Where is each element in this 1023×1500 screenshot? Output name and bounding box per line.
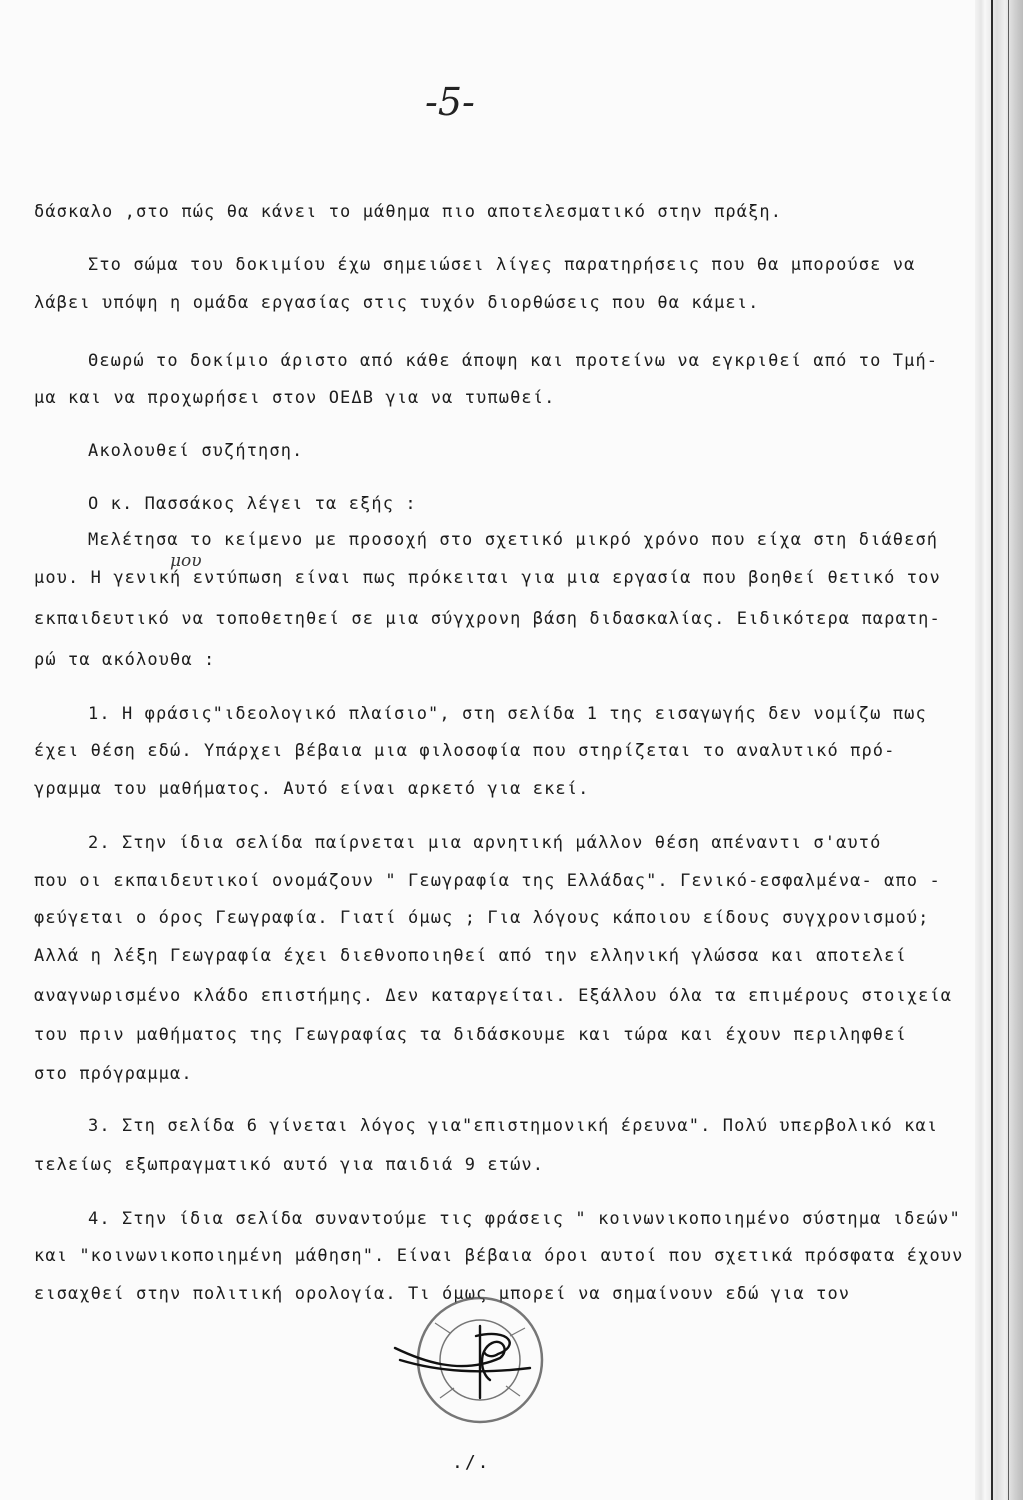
text-line-2: Στο σώμα του δοκιμίου έχω σημειώσει λίγες παρατηρήσεις που θα μπορούσε να bbox=[88, 255, 916, 275]
text-line-20: του πριν μαθήματος της Γεωγραφίας τα διδάσκουμε και τώρα και έχουν περιληφθεί bbox=[34, 1025, 907, 1045]
page-edge-line-secondary bbox=[1008, 0, 1009, 1500]
text-line-6: Ακολουθεί συζήτηση. bbox=[88, 441, 304, 461]
text-line-21: στο πρόγραμμα. bbox=[34, 1064, 193, 1084]
page-binding-edge bbox=[975, 0, 1023, 1500]
page-number: -5- bbox=[425, 80, 475, 124]
text-line-7: Ο κ. Πασσάκος λέγει τα εξής : bbox=[88, 494, 417, 514]
text-line-3: λάβει υπόψη η ομάδα εργασίας στις τυχόν διορθώσεις που θα κάμει. bbox=[34, 293, 760, 313]
text-line-17: φεύγεται ο όρος Γεωγραφία. Γιατί όμως ; Για λόγους κάποιου είδους συγχρονισμού; bbox=[34, 908, 930, 928]
text-line-9: μου. Η γενική εντύπωση είναι πως πρόκειται για μια εργασία που βοηθεί θετικό τον bbox=[34, 568, 941, 588]
text-line-10: εκπαιδευτικό να τοποθετηθεί σε μια σύγχρονη βάση διδασκαλίας. Ειδικότερα παρατη- bbox=[34, 609, 941, 629]
text-line-23: τελείως εξωπραγματικό αυτό για παιδιά 9 ετών. bbox=[34, 1155, 545, 1175]
text-line-26: εισαχθεί στην πολιτική ορολογία. Τι όμως μπορεί να σημαίνουν εδώ για τον bbox=[34, 1284, 851, 1304]
text-line-25: και "κοινωνικοποιημένη μάθηση". Είναι βέβαια όροι αυτοί που σχετικά πρόσφατα έχουν bbox=[34, 1246, 964, 1266]
text-line-1: δάσκαλο ,στο πώς θα κάνει το μάθημα πιο αποτελεσματικό στην πράξη. bbox=[34, 202, 783, 222]
text-line-13: έχει θέση εδώ. Υπάρχει βέβαια μια φιλοσοφία που στηρίζεται το αναλυτικό πρό- bbox=[34, 741, 896, 761]
text-line-19: αναγνωρισμένο κλάδο επιστήμης. Δεν καταργείται. Εξάλλου όλα τα επιμέρους στοιχεία bbox=[34, 986, 953, 1006]
text-line-18: Αλλά η λέξη Γεωγραφία έχει διεθνοποιηθεί από την ελληνική γλώσσα και αποτελεί bbox=[34, 946, 907, 966]
text-line-15: 2. Στην ίδια σελίδα παίρνεται μια αρνητική μάλλον θέση απέναντι σ'αυτό bbox=[88, 833, 882, 853]
page-edge-line bbox=[991, 0, 993, 1500]
text-line-12: 1. Η φράσις"ιδεολογικό πλαίσιο", στη σελίδα 1 της εισαγωγής δεν νομίζω πως bbox=[88, 704, 927, 724]
text-line-8: Μελέτησα το κείμενο με προσοχή στο σχετικό μικρό χρόνο που είχα στη διάθεσή bbox=[88, 530, 939, 550]
text-line-11: ρώ τα ακόλουθα : bbox=[34, 650, 216, 670]
text-line-16: που οι εκπαιδευτικοί ονομάζουν " Γεωγραφία της Ελλάδας". Γενικό-εσφαλμένα- απο - bbox=[34, 871, 941, 891]
text-line-14: γραμμα του μαθήματος. Αυτό είναι αρκετό για εκεί. bbox=[34, 779, 590, 799]
handwritten-insert: μου bbox=[170, 551, 202, 571]
text-line-5: μα και να προχωρήσει στον ΟΕΔΒ για να τυπωθεί. bbox=[34, 388, 556, 408]
text-line-22: 3. Στη σελίδα 6 γίνεται λόγος για"επιστημονική έρευνα". Πολύ υπερβολικό και bbox=[88, 1116, 939, 1136]
text-line-4: Θεωρώ το δοκίμιο άριστο από κάθε άποψη και προτείνω να εγκριθεί από το Τμή- bbox=[88, 351, 939, 371]
official-stamp-with-signature bbox=[380, 1288, 570, 1438]
footer-continuation-mark: ./. bbox=[452, 1452, 491, 1473]
text-line-24: 4. Στην ίδια σελίδα συναντούμε τις φράσεις " κοινωνικοποιημένο σύστημα ιδεών" bbox=[88, 1209, 961, 1229]
